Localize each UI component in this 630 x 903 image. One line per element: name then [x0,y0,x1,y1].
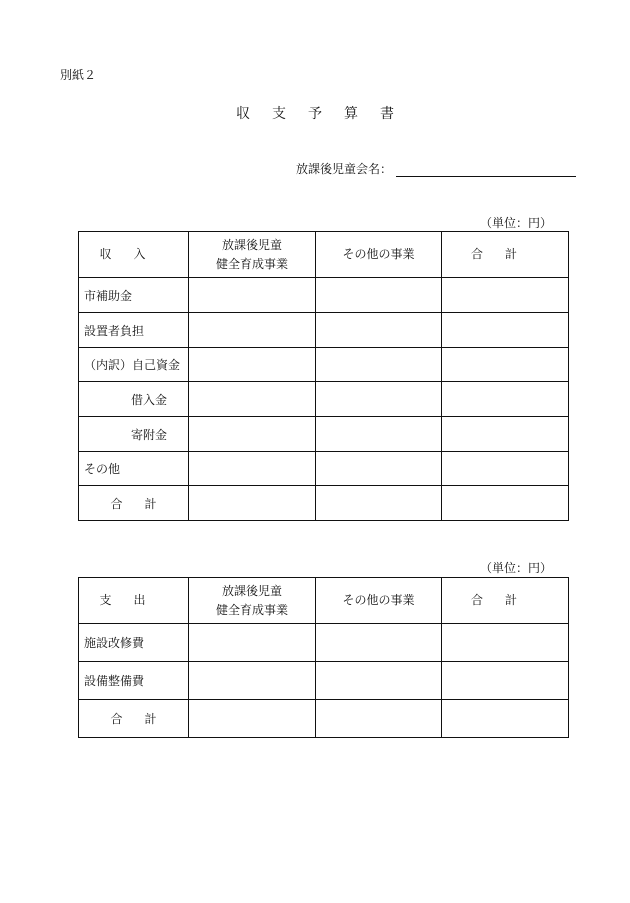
income-header-subsidy-project [189,232,316,278]
header-line-1: 放課後児童 [221,583,282,598]
table-row [79,662,569,700]
input-cell[interactable] [316,348,442,382]
row-label: 合計 [79,486,189,521]
input-cell[interactable] [189,313,316,348]
input-cell[interactable] [316,624,442,662]
input-cell[interactable] [442,452,569,486]
org-name-blank-line[interactable] [396,164,576,177]
table-row [79,313,569,348]
input-cell[interactable] [316,452,442,486]
expense-header-other-project: その他の事業 [316,578,442,624]
row-label: 設備整備費 [79,662,189,700]
expense-unit-label: （単位：円） [479,561,552,575]
header-line-2: 健全育成事業 [215,602,288,617]
row-label: （内訳）自己資金 [79,348,189,382]
expense-header-label: 支出 [79,578,189,624]
table-row [79,624,569,662]
row-label: 合計 [79,700,189,738]
input-cell[interactable] [442,278,569,313]
input-cell[interactable] [316,486,442,521]
org-name-field[interactable] [296,160,576,177]
header-line-1: 放課後児童 [221,237,282,252]
expense-header-row [79,578,569,624]
input-cell[interactable] [316,662,442,700]
input-cell[interactable] [189,624,316,662]
table-row [79,348,569,382]
row-label: 市補助金 [79,278,189,313]
input-cell[interactable] [442,700,569,738]
table-row [79,382,569,417]
input-cell[interactable] [189,348,316,382]
input-cell[interactable] [189,486,316,521]
input-cell[interactable] [442,382,569,417]
income-table [78,231,569,521]
org-name-label: 放課後児童会名： [296,162,393,176]
input-cell[interactable] [316,313,442,348]
expense-header-subsidy-project [189,578,316,624]
income-unit-label: （単位：円） [479,216,552,230]
input-cell[interactable] [442,624,569,662]
input-cell[interactable] [316,382,442,417]
input-cell[interactable] [316,700,442,738]
income-header-row [79,232,569,278]
expense-table [78,577,569,738]
input-cell[interactable] [442,348,569,382]
table-row [79,278,569,313]
income-header-total: 合計 [442,232,569,278]
input-cell[interactable] [189,700,316,738]
input-cell[interactable] [189,382,316,417]
row-label: 施設改修費 [79,624,189,662]
input-cell[interactable] [316,278,442,313]
row-label: 借入金 [79,382,189,417]
input-cell[interactable] [442,417,569,452]
page-title: 収支予算書 [236,106,416,122]
annex-label: 別紙２ [60,68,97,82]
table-row [79,452,569,486]
input-cell[interactable] [442,486,569,521]
income-header-label: 収入 [79,232,189,278]
expense-header-total: 合計 [442,578,569,624]
row-label: 寄附金 [79,417,189,452]
header-line-2: 健全育成事業 [215,256,288,271]
input-cell[interactable] [189,278,316,313]
table-row [79,417,569,452]
input-cell[interactable] [189,452,316,486]
table-row-total [79,700,569,738]
row-label: その他 [79,452,189,486]
input-cell[interactable] [189,417,316,452]
table-row-total [79,486,569,521]
input-cell[interactable] [442,313,569,348]
input-cell[interactable] [442,662,569,700]
input-cell[interactable] [316,417,442,452]
input-cell[interactable] [189,662,316,700]
income-header-other-project: その他の事業 [316,232,442,278]
row-label: 設置者負担 [79,313,189,348]
